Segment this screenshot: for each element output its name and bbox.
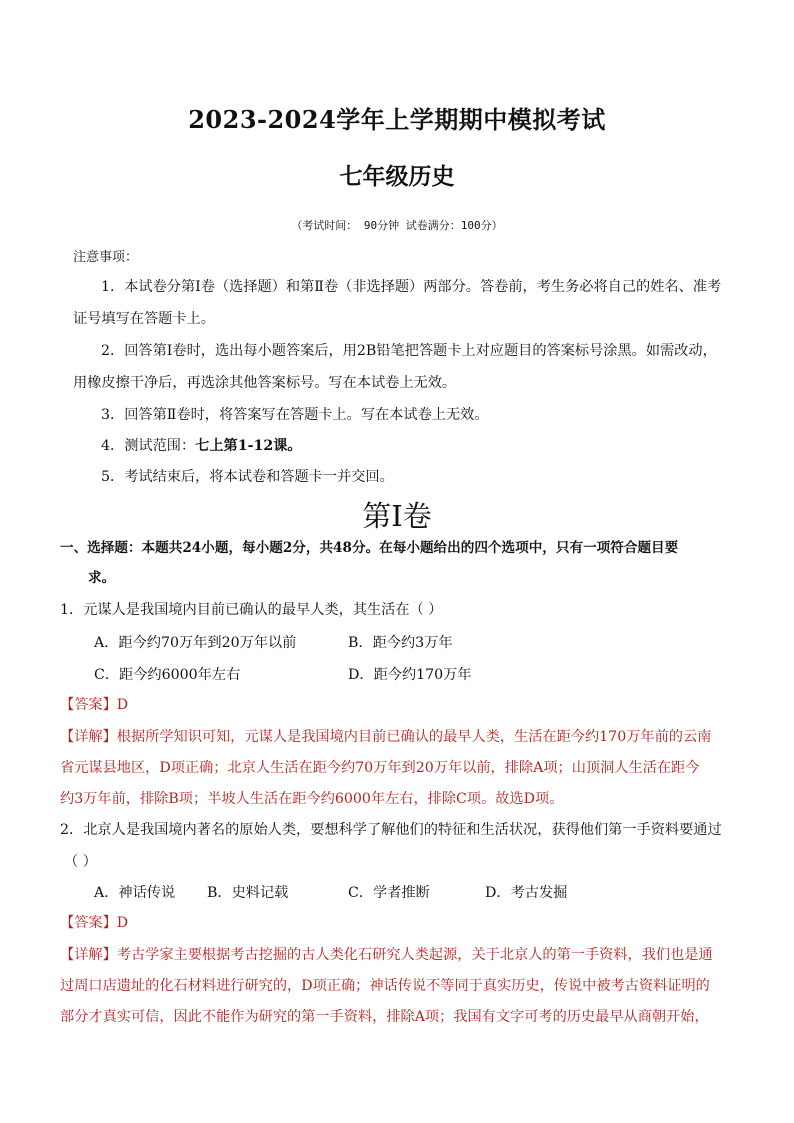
note-item-1-cont: 证号填写在答题卡上。: [73, 311, 215, 327]
note-item-4-scope: 七上第1-12课。: [195, 438, 302, 454]
note-item-4-label: 4．测试范围：: [101, 438, 196, 454]
question-2-detail-line-3: 部分才真实可信，因此不能作为研究的第一手资料，排除A项；我国有文字可考的历史最早从商朝开始，: [60, 1009, 709, 1025]
exam-meta: （考试时间： 90分钟 试卷满分：100分）: [291, 219, 503, 232]
section-title: 第Ⅰ卷: [362, 499, 432, 533]
question-2-stem: 2．北京人是我国境内著名的原始人类，要想科学了解他们的特征和生活状况，获得他们第一手资料要通过: [60, 822, 722, 838]
note-item-2: 2．回答第Ⅰ卷时，选出每小题答案后，用2B铅笔把答题卡上对应题目的答案标号涂黑。如需改动，: [101, 343, 717, 359]
notes-heading: 注意事项：: [73, 250, 139, 265]
note-item-2-cont: 用橡皮擦干净后，再选涂其他答案标号。写在本试卷上无效。: [73, 375, 457, 391]
question-1-detail-text-1: 根据所学知识可知，元谋人是我国境内目前已确认的最早人类，生活在距今约170万年前的云南: [116, 729, 712, 745]
note-item-5: 5．考试结束后，将本试卷和答题卡一并交回。: [101, 469, 394, 485]
question-1-answer: 【答案】D: [60, 697, 129, 713]
question-1-stem: 1．元谋人是我国境内目前已确认的最早人类，其生活在（ ）: [60, 602, 443, 618]
question-2-option-a: A．神话传说: [94, 885, 176, 901]
note-item-3: 3．回答第Ⅱ卷时，将答案写在答题卡上。写在本试卷上无效。: [101, 407, 489, 423]
note-item-1: 1．本试卷分第Ⅰ卷（选择题）和第Ⅱ卷（非选择题）两部分。答卷前，考生务必将自己的姓名、准考: [101, 279, 721, 295]
question-1-option-c: C．距今约6000年左右: [94, 667, 241, 683]
exam-subtitle: 七年级历史: [339, 163, 455, 190]
question-1-detail-line-3: 约3万年前，排除B项；半坡人生活在距今约6000年左右，排除C项。故选D项。: [60, 791, 564, 807]
question-2-detail-line-2: 过周口店遗址的化石材料进行研究的，D项正确；神话传说不等同于真实历史，传说中被考古资料证明的: [60, 978, 710, 994]
question-2-answer: 【答案】D: [60, 915, 129, 931]
question-2-stem-cont: （ ）: [64, 854, 97, 870]
section-instruction-cont: 求。: [88, 570, 116, 586]
question-1-option-b: B．距今约3万年: [348, 635, 453, 651]
question-2-detail-line-1: [60, 945, 721, 965]
question-2-detail-text-1: 考古学家主要根据考古挖掘的古人类化石研究人类起源，关于北京人的第一手资料，我们也是通: [116, 947, 713, 963]
question-2-detail-tag: 【详解】: [60, 947, 117, 963]
question-1-option-d: D．距今约170万年: [348, 667, 472, 683]
question-2-option-c: C．学者推断: [348, 885, 430, 901]
question-1-detail-line-2: 省元谋县地区，D项正确；北京人生活在距今约70万年到20万年以前，排除A项；山顶洞人生活在距今: [60, 760, 700, 776]
section-instruction: 一、选择题：本题共24小题，每小题2分，共48分。在每小题给出的四个选项中，只有一项符合题目要: [60, 540, 679, 556]
exam-title: 2023-2024学年上学期期中模拟考试: [188, 105, 606, 134]
question-2-option-d: D．考古发掘: [485, 885, 568, 901]
note-item-4: [101, 436, 721, 456]
question-1-detail-tag: 【详解】: [60, 729, 117, 745]
question-2-option-b: B．史料记载: [207, 885, 289, 901]
question-1-option-a: A．距今约70万年到20万年以前: [94, 635, 297, 651]
question-1-detail-line-1: [60, 727, 721, 747]
